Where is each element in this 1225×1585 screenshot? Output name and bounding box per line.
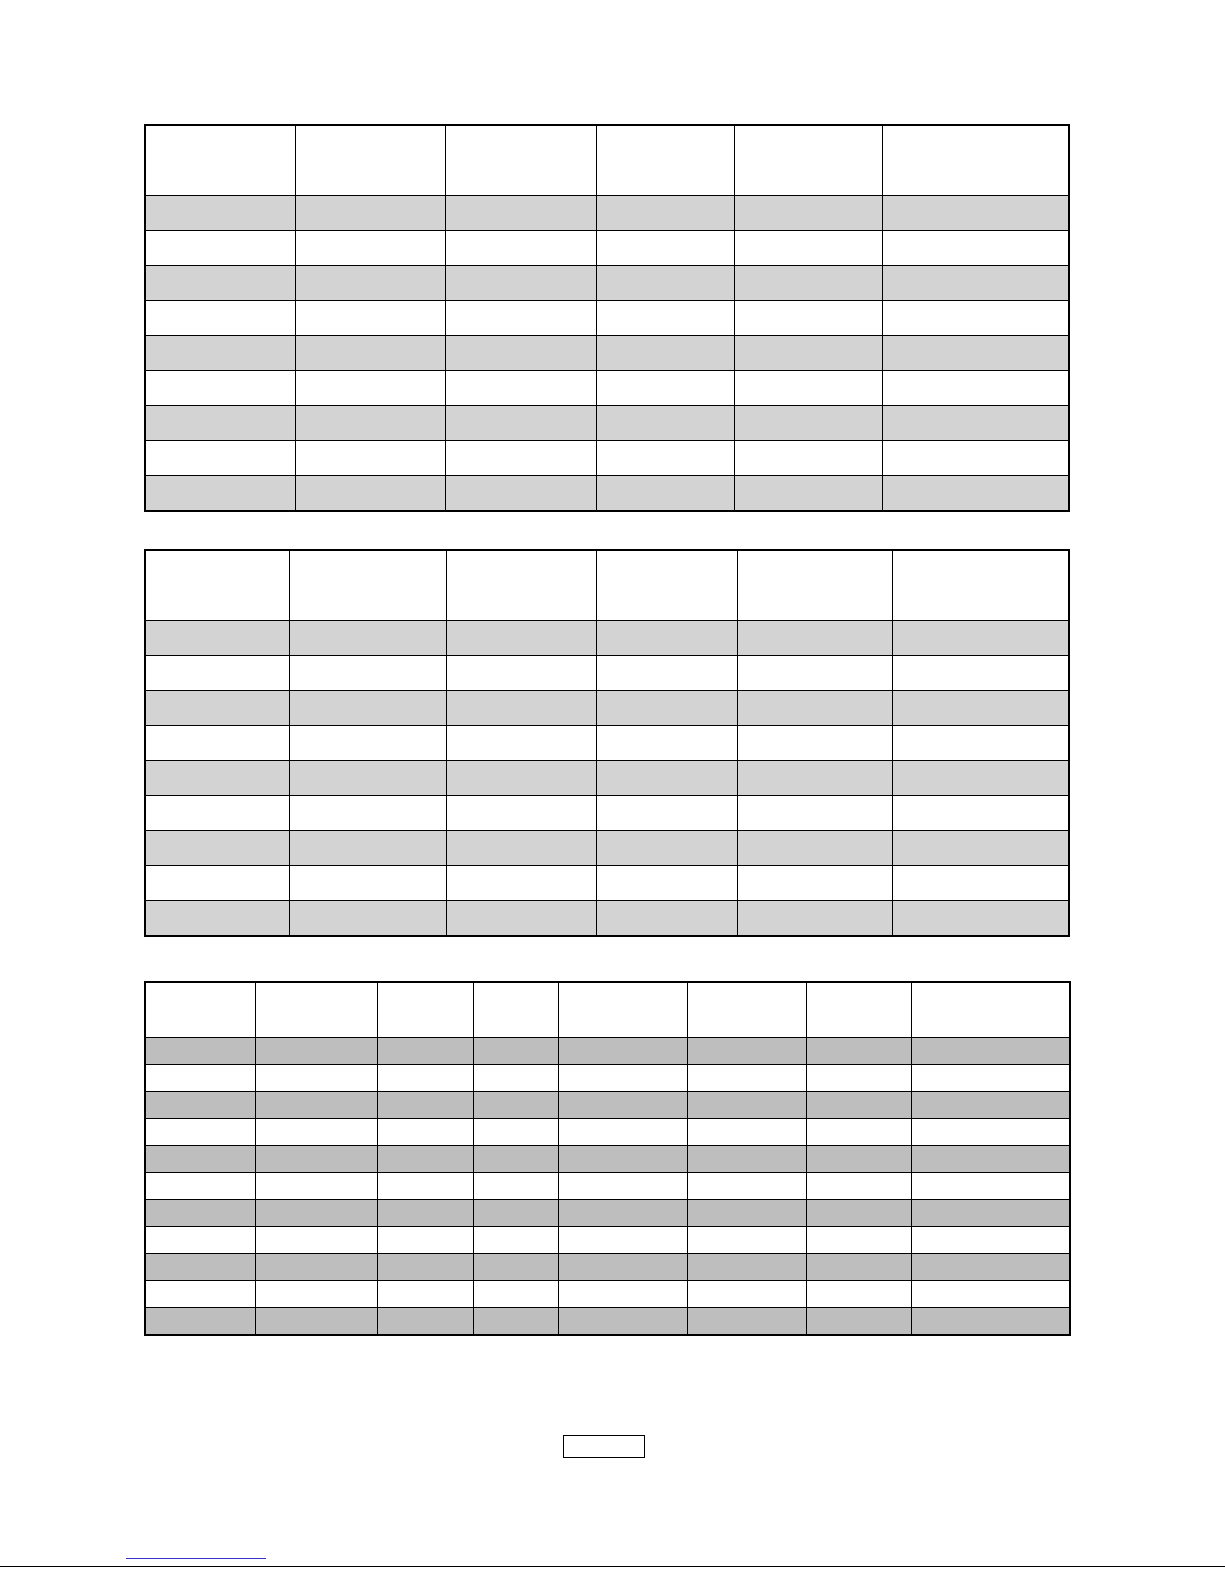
table-cell bbox=[734, 196, 882, 231]
table-header-row bbox=[145, 550, 1069, 621]
table-cell bbox=[596, 266, 734, 301]
table-cell bbox=[911, 1308, 1070, 1336]
table-cell bbox=[911, 1254, 1070, 1281]
table-cell bbox=[882, 476, 1069, 512]
table-cell bbox=[446, 656, 596, 691]
table-cell bbox=[687, 1254, 806, 1281]
table-cell bbox=[892, 761, 1069, 796]
table-cell bbox=[734, 441, 882, 476]
table-cell bbox=[558, 1092, 687, 1119]
table-cell bbox=[596, 621, 737, 656]
header-cell bbox=[806, 982, 911, 1038]
table-cell bbox=[473, 1065, 558, 1092]
table-cell bbox=[596, 301, 734, 336]
table-cell bbox=[596, 761, 737, 796]
table-cell bbox=[145, 1146, 255, 1173]
table-cell bbox=[596, 691, 737, 726]
table-row bbox=[145, 621, 1069, 656]
table-cell bbox=[377, 1227, 473, 1254]
table-cell bbox=[734, 371, 882, 406]
table-cell bbox=[558, 1065, 687, 1092]
footer-link-underline[interactable] bbox=[126, 1558, 266, 1559]
table-cell bbox=[806, 1173, 911, 1200]
header-cell bbox=[289, 550, 446, 621]
table-cell bbox=[145, 691, 289, 726]
table-cell bbox=[295, 406, 445, 441]
table-cell bbox=[446, 726, 596, 761]
table-cell bbox=[145, 1200, 255, 1227]
table-cell bbox=[882, 231, 1069, 266]
table-row bbox=[145, 1146, 1070, 1173]
table-cell bbox=[145, 336, 295, 371]
table-cell bbox=[687, 1038, 806, 1065]
table-cell bbox=[473, 1173, 558, 1200]
page-number-box bbox=[563, 1435, 645, 1458]
table-cell bbox=[377, 1119, 473, 1146]
table-cell bbox=[596, 726, 737, 761]
header-cell bbox=[145, 982, 255, 1038]
table-cell bbox=[255, 1227, 377, 1254]
table-cell bbox=[145, 476, 295, 512]
table-cell bbox=[882, 336, 1069, 371]
table-cell bbox=[558, 1173, 687, 1200]
table-cell bbox=[734, 266, 882, 301]
table-cell bbox=[377, 1308, 473, 1336]
header-cell bbox=[473, 982, 558, 1038]
table-cell bbox=[445, 406, 596, 441]
table-row bbox=[145, 796, 1069, 831]
table-cell bbox=[255, 1254, 377, 1281]
table-cell bbox=[145, 1173, 255, 1200]
table-cell bbox=[445, 266, 596, 301]
table-cell bbox=[596, 441, 734, 476]
table-row bbox=[145, 266, 1069, 301]
table-cell bbox=[289, 901, 446, 937]
table-3 bbox=[144, 981, 1071, 1336]
table-cell bbox=[145, 761, 289, 796]
table-cell bbox=[445, 301, 596, 336]
table-row bbox=[145, 656, 1069, 691]
table-cell bbox=[145, 1119, 255, 1146]
table-cell bbox=[145, 1308, 255, 1336]
table-cell bbox=[882, 441, 1069, 476]
table-cell bbox=[145, 441, 295, 476]
table-row bbox=[145, 726, 1069, 761]
table-cell bbox=[145, 621, 289, 656]
table-cell bbox=[882, 371, 1069, 406]
table-cell bbox=[806, 1146, 911, 1173]
table-cell bbox=[473, 1308, 558, 1336]
table-cell bbox=[687, 1146, 806, 1173]
table-cell bbox=[687, 1119, 806, 1146]
table-cell bbox=[558, 1308, 687, 1336]
table-cell bbox=[596, 476, 734, 512]
table-cell bbox=[558, 1281, 687, 1308]
table-cell bbox=[687, 1281, 806, 1308]
table-cell bbox=[377, 1092, 473, 1119]
table-cell bbox=[446, 691, 596, 726]
table-cell bbox=[289, 656, 446, 691]
table-cell bbox=[596, 866, 737, 901]
table-cell bbox=[558, 1119, 687, 1146]
table-cell bbox=[255, 1092, 377, 1119]
table-cell bbox=[473, 1200, 558, 1227]
table-cell bbox=[145, 301, 295, 336]
table-cell bbox=[892, 621, 1069, 656]
table-cell bbox=[446, 901, 596, 937]
table-cell bbox=[687, 1308, 806, 1336]
table-row bbox=[145, 1065, 1070, 1092]
table-cell bbox=[687, 1227, 806, 1254]
header-cell bbox=[734, 125, 882, 196]
table-cell bbox=[295, 476, 445, 512]
table-cell bbox=[377, 1065, 473, 1092]
table-cell bbox=[558, 1200, 687, 1227]
table-cell bbox=[596, 656, 737, 691]
header-cell bbox=[558, 982, 687, 1038]
table-cell bbox=[734, 336, 882, 371]
table-cell bbox=[295, 196, 445, 231]
table-2 bbox=[144, 549, 1070, 937]
table-cell bbox=[446, 866, 596, 901]
table-row bbox=[145, 1119, 1070, 1146]
table-cell bbox=[255, 1281, 377, 1308]
table-cell bbox=[806, 1092, 911, 1119]
table-row bbox=[145, 866, 1069, 901]
table-cell bbox=[737, 726, 892, 761]
header-cell bbox=[882, 125, 1069, 196]
table-cell bbox=[473, 1119, 558, 1146]
table-cell bbox=[882, 266, 1069, 301]
table-cell bbox=[145, 196, 295, 231]
table-cell bbox=[911, 1227, 1070, 1254]
table-cell bbox=[596, 231, 734, 266]
table-cell bbox=[289, 866, 446, 901]
table-cell bbox=[295, 301, 445, 336]
table-cell bbox=[145, 266, 295, 301]
table-cell bbox=[145, 1281, 255, 1308]
table-cell bbox=[892, 726, 1069, 761]
table-cell bbox=[911, 1173, 1070, 1200]
table-cell bbox=[445, 196, 596, 231]
header-cell bbox=[445, 125, 596, 196]
table-cell bbox=[473, 1254, 558, 1281]
table-row bbox=[145, 1092, 1070, 1119]
table-cell bbox=[734, 301, 882, 336]
table-cell bbox=[687, 1173, 806, 1200]
table-row bbox=[145, 761, 1069, 796]
table-cell bbox=[377, 1146, 473, 1173]
table-cell bbox=[911, 1038, 1070, 1065]
table-cell bbox=[806, 1038, 911, 1065]
table-cell bbox=[255, 1119, 377, 1146]
table-cell bbox=[145, 371, 295, 406]
table-cell bbox=[255, 1038, 377, 1065]
table-cell bbox=[911, 1146, 1070, 1173]
table-cell bbox=[377, 1254, 473, 1281]
header-cell bbox=[687, 982, 806, 1038]
table-row bbox=[145, 231, 1069, 266]
table-header-row bbox=[145, 982, 1070, 1038]
table-cell bbox=[734, 406, 882, 441]
header-cell bbox=[892, 550, 1069, 621]
table-cell bbox=[687, 1092, 806, 1119]
table-cell bbox=[377, 1281, 473, 1308]
table-cell bbox=[295, 336, 445, 371]
table-row bbox=[145, 1227, 1070, 1254]
table-cell bbox=[377, 1173, 473, 1200]
table-cell bbox=[806, 1065, 911, 1092]
table-cell bbox=[737, 621, 892, 656]
table-cell bbox=[255, 1173, 377, 1200]
table-1 bbox=[144, 124, 1070, 512]
table-cell bbox=[734, 476, 882, 512]
table-row bbox=[145, 406, 1069, 441]
table-cell bbox=[295, 231, 445, 266]
table-cell bbox=[911, 1281, 1070, 1308]
header-cell bbox=[596, 125, 734, 196]
table-cell bbox=[445, 476, 596, 512]
table-cell bbox=[446, 831, 596, 866]
table-row bbox=[145, 196, 1069, 231]
table-cell bbox=[145, 796, 289, 831]
table-row bbox=[145, 1281, 1070, 1308]
table-row bbox=[145, 1173, 1070, 1200]
table-cell bbox=[596, 196, 734, 231]
header-cell bbox=[737, 550, 892, 621]
table-cell bbox=[558, 1038, 687, 1065]
table-row bbox=[145, 476, 1069, 512]
table-cell bbox=[445, 231, 596, 266]
table-cell bbox=[145, 1092, 255, 1119]
table-cell bbox=[473, 1038, 558, 1065]
table-cell bbox=[289, 831, 446, 866]
table-cell bbox=[145, 1227, 255, 1254]
table-cell bbox=[377, 1200, 473, 1227]
table-cell bbox=[806, 1254, 911, 1281]
table-cell bbox=[892, 796, 1069, 831]
table-cell bbox=[255, 1146, 377, 1173]
table-cell bbox=[377, 1038, 473, 1065]
table-row bbox=[145, 1038, 1070, 1065]
table-cell bbox=[255, 1308, 377, 1336]
table-cell bbox=[596, 406, 734, 441]
table-cell bbox=[145, 656, 289, 691]
table-cell bbox=[446, 796, 596, 831]
table-cell bbox=[806, 1119, 911, 1146]
table-cell bbox=[558, 1146, 687, 1173]
table-cell bbox=[289, 796, 446, 831]
table-cell bbox=[734, 231, 882, 266]
table-cell bbox=[806, 1200, 911, 1227]
table-cell bbox=[255, 1065, 377, 1092]
table-cell bbox=[737, 901, 892, 937]
table-header-row bbox=[145, 125, 1069, 196]
table-cell bbox=[445, 371, 596, 406]
table-cell bbox=[737, 691, 892, 726]
header-cell bbox=[295, 125, 445, 196]
table-cell bbox=[473, 1092, 558, 1119]
table-cell bbox=[806, 1281, 911, 1308]
table-cell bbox=[295, 266, 445, 301]
table-cell bbox=[445, 336, 596, 371]
table-cell bbox=[737, 866, 892, 901]
table-cell bbox=[289, 691, 446, 726]
header-cell bbox=[596, 550, 737, 621]
table-cell bbox=[473, 1281, 558, 1308]
table-cell bbox=[145, 231, 295, 266]
table-cell bbox=[596, 371, 734, 406]
table-cell bbox=[145, 1065, 255, 1092]
table-cell bbox=[145, 831, 289, 866]
table-cell bbox=[892, 901, 1069, 937]
table-row bbox=[145, 901, 1069, 937]
table-row bbox=[145, 336, 1069, 371]
table-cell bbox=[737, 656, 892, 691]
table-cell bbox=[737, 761, 892, 796]
table-cell bbox=[289, 621, 446, 656]
table-cell bbox=[255, 1200, 377, 1227]
table-cell bbox=[892, 831, 1069, 866]
table-cell bbox=[145, 866, 289, 901]
table-cell bbox=[882, 196, 1069, 231]
table-row bbox=[145, 1308, 1070, 1336]
table-cell bbox=[145, 901, 289, 937]
table-cell bbox=[295, 441, 445, 476]
table-cell bbox=[882, 406, 1069, 441]
table-cell bbox=[806, 1308, 911, 1336]
table-cell bbox=[558, 1254, 687, 1281]
table-row bbox=[145, 371, 1069, 406]
table-cell bbox=[892, 866, 1069, 901]
table-cell bbox=[446, 761, 596, 796]
table-cell bbox=[145, 1254, 255, 1281]
table-cell bbox=[687, 1065, 806, 1092]
table-cell bbox=[911, 1065, 1070, 1092]
table-cell bbox=[473, 1227, 558, 1254]
table-row bbox=[145, 691, 1069, 726]
table-cell bbox=[289, 726, 446, 761]
table-cell bbox=[596, 901, 737, 937]
table-row bbox=[145, 1200, 1070, 1227]
table-cell bbox=[911, 1092, 1070, 1119]
table-cell bbox=[289, 761, 446, 796]
header-cell bbox=[377, 982, 473, 1038]
table-row bbox=[145, 831, 1069, 866]
table-cell bbox=[806, 1227, 911, 1254]
table-row bbox=[145, 441, 1069, 476]
table-cell bbox=[737, 796, 892, 831]
table-cell bbox=[145, 726, 289, 761]
header-cell bbox=[145, 550, 289, 621]
table-cell bbox=[687, 1200, 806, 1227]
table-cell bbox=[473, 1146, 558, 1173]
table-cell bbox=[882, 301, 1069, 336]
header-cell bbox=[145, 125, 295, 196]
header-cell bbox=[446, 550, 596, 621]
table-cell bbox=[558, 1227, 687, 1254]
table-row bbox=[145, 301, 1069, 336]
table-cell bbox=[596, 796, 737, 831]
table-cell bbox=[892, 656, 1069, 691]
table-cell bbox=[737, 831, 892, 866]
table-cell bbox=[892, 691, 1069, 726]
footer-rule bbox=[0, 1566, 1225, 1567]
header-cell bbox=[255, 982, 377, 1038]
table-cell bbox=[596, 831, 737, 866]
table-cell bbox=[596, 336, 734, 371]
table-cell bbox=[145, 406, 295, 441]
table-cell bbox=[445, 441, 596, 476]
table-row bbox=[145, 1254, 1070, 1281]
table-cell bbox=[911, 1119, 1070, 1146]
table-cell bbox=[145, 1038, 255, 1065]
table-cell bbox=[295, 371, 445, 406]
table-cell bbox=[446, 621, 596, 656]
header-cell bbox=[911, 982, 1070, 1038]
table-cell bbox=[911, 1200, 1070, 1227]
